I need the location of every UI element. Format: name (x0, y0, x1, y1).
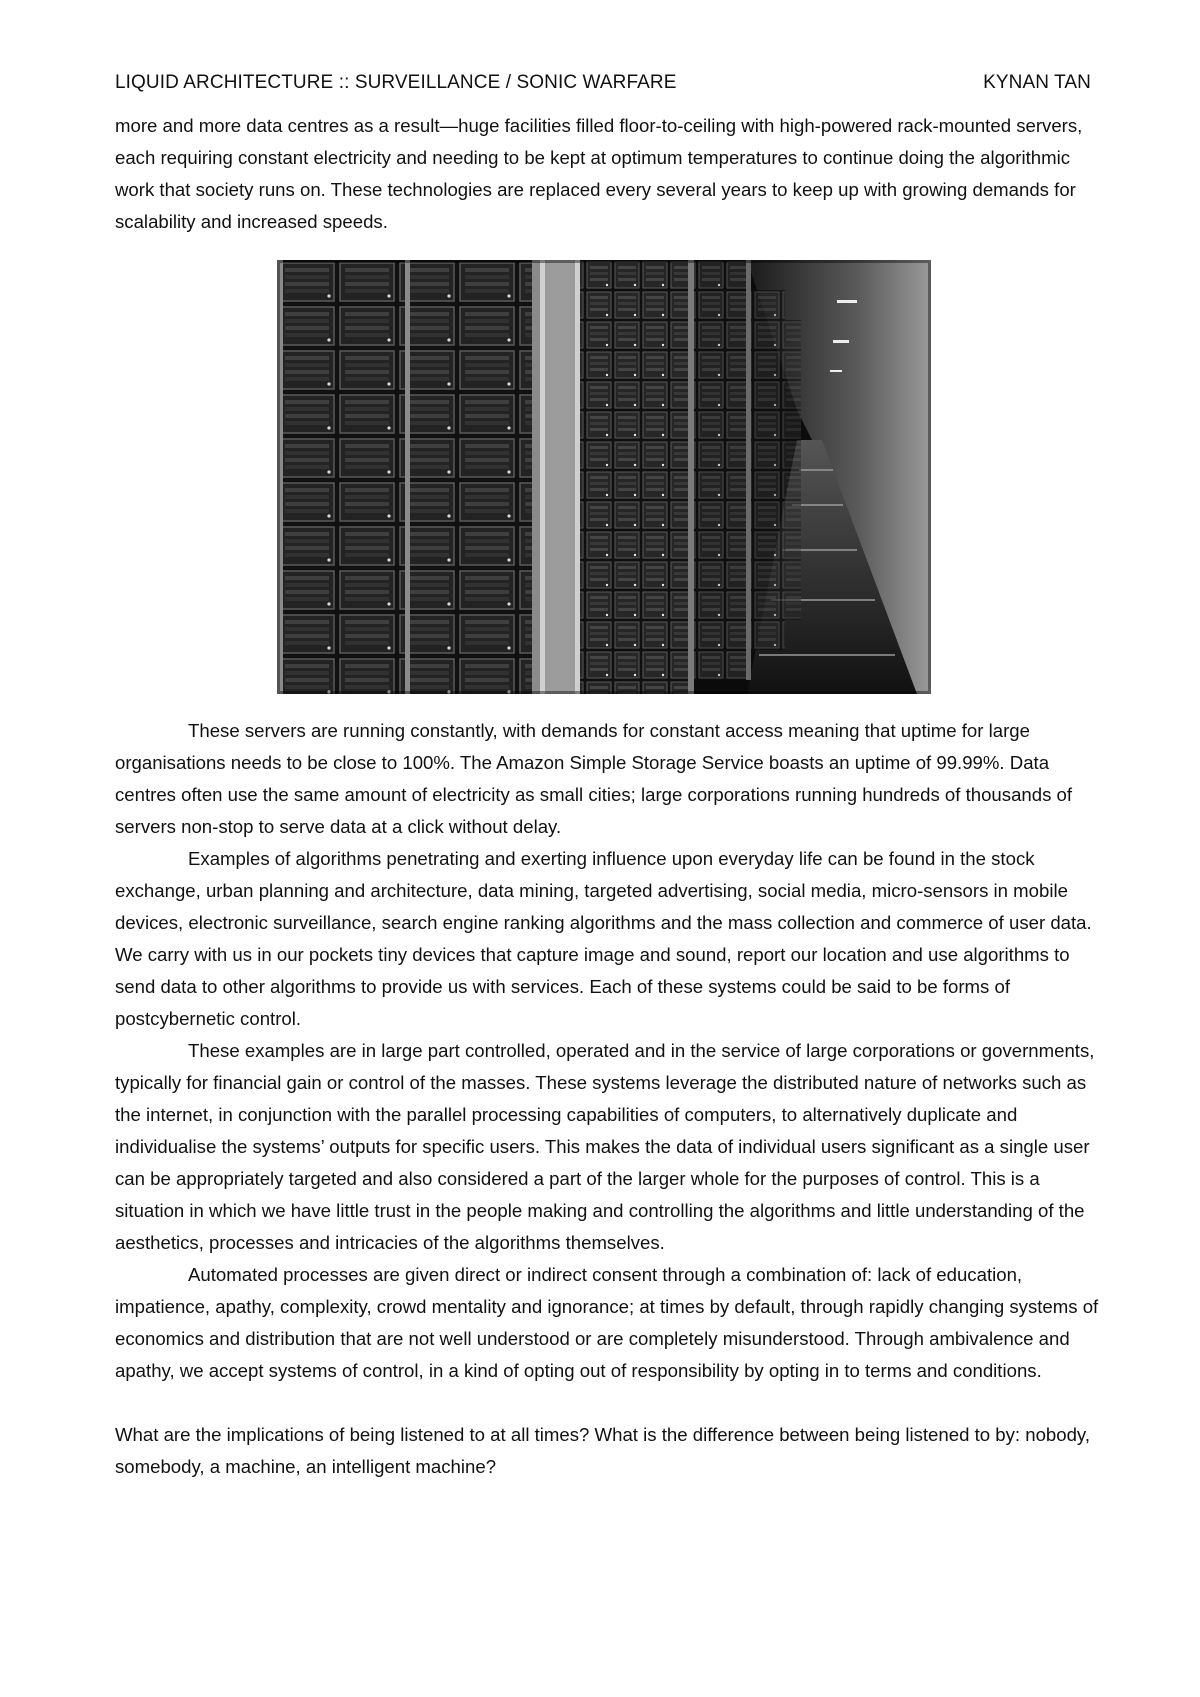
main-text-block (115, 715, 1105, 1483)
intro-paragraph: more and more data centres as a result—huge facilities filled floor-to-ceiling with high-powered rack-mounted servers, each requiring constant electricity and needing to be kept at optimum temperatures to continue doing the algorithmic work that society runs on. These technologies are replaced every several years to keep up with growing demands for scalability and increased speeds. (115, 115, 1083, 232)
paragraph-uptime: These servers are running constantly, with demands for constant access meaning that uptime for large organisations needs to be close to 100%. The Amazon Simple Storage Service boasts an uptime of 99.99%. Data centres often use the same amount of electricity as small cities; large corporations running hundreds of thousands of servers non-stop to serve data at a click without delay. (115, 720, 1073, 837)
server-racks-illustration (277, 260, 931, 694)
paragraph-control: These examples are in large part controlled, operated and in the service of large corporations or governments, typically for financial gain or control of the masses. These systems leverage the distributed nature of networks such as the internet, in conjunction with the parallel processing capabilities of computers, to alternatively duplicate and individualise the systems’ outputs for specific users. This makes the data of individual users significant as a single user can be appropriately targeted and also considered a part of the larger whole for the purposes of control. This is a situation in which we have little trust in the people making and controlling the algorithms and little understanding of the aesthetics, processes and intricacies of the algorithms themselves. (115, 1040, 1095, 1253)
running-header (115, 72, 1091, 94)
closing-question: What are the implications of being listened to at all times? What is the difference between being listened to by: nobody, somebody, a machine, an intelligent machine? (115, 1424, 1091, 1477)
paragraph-consent: Automated processes are given direct or indirect consent through a combination of: lack of education, impatience, apathy, complexity, crowd mentality and ignorance; at times by default, through rapidly changing systems of economics and distribution that are not well understood or are completely misunderstood. Through ambivalence and apathy, we accept systems of control, in a kind of opting out of responsibility by opting in to terms and conditions. (115, 1264, 1099, 1381)
intro-text-block (115, 110, 1105, 238)
header-title: LIQUID ARCHITECTURE :: SURVEILLANCE / SONIC WARFARE (115, 72, 677, 93)
header-author: KYNAN TAN (983, 72, 1091, 93)
paragraph-examples: Examples of algorithms penetrating and exerting influence upon everyday life can be found in the stock exchange, urban planning and architecture, data mining, targeted advertising, social media, micro-sensors in mobile devices, electronic surveillance, search engine ranking algorithms and the mass collection and commerce of user data. We carry with us in our pockets tiny devices that capture image and sound, report our location and use algorithms to send data to other algorithms to provide us with services. Each of these systems could be said to be forms of postcybernetic control. (115, 848, 1092, 1029)
server-racks-photo (277, 260, 931, 694)
